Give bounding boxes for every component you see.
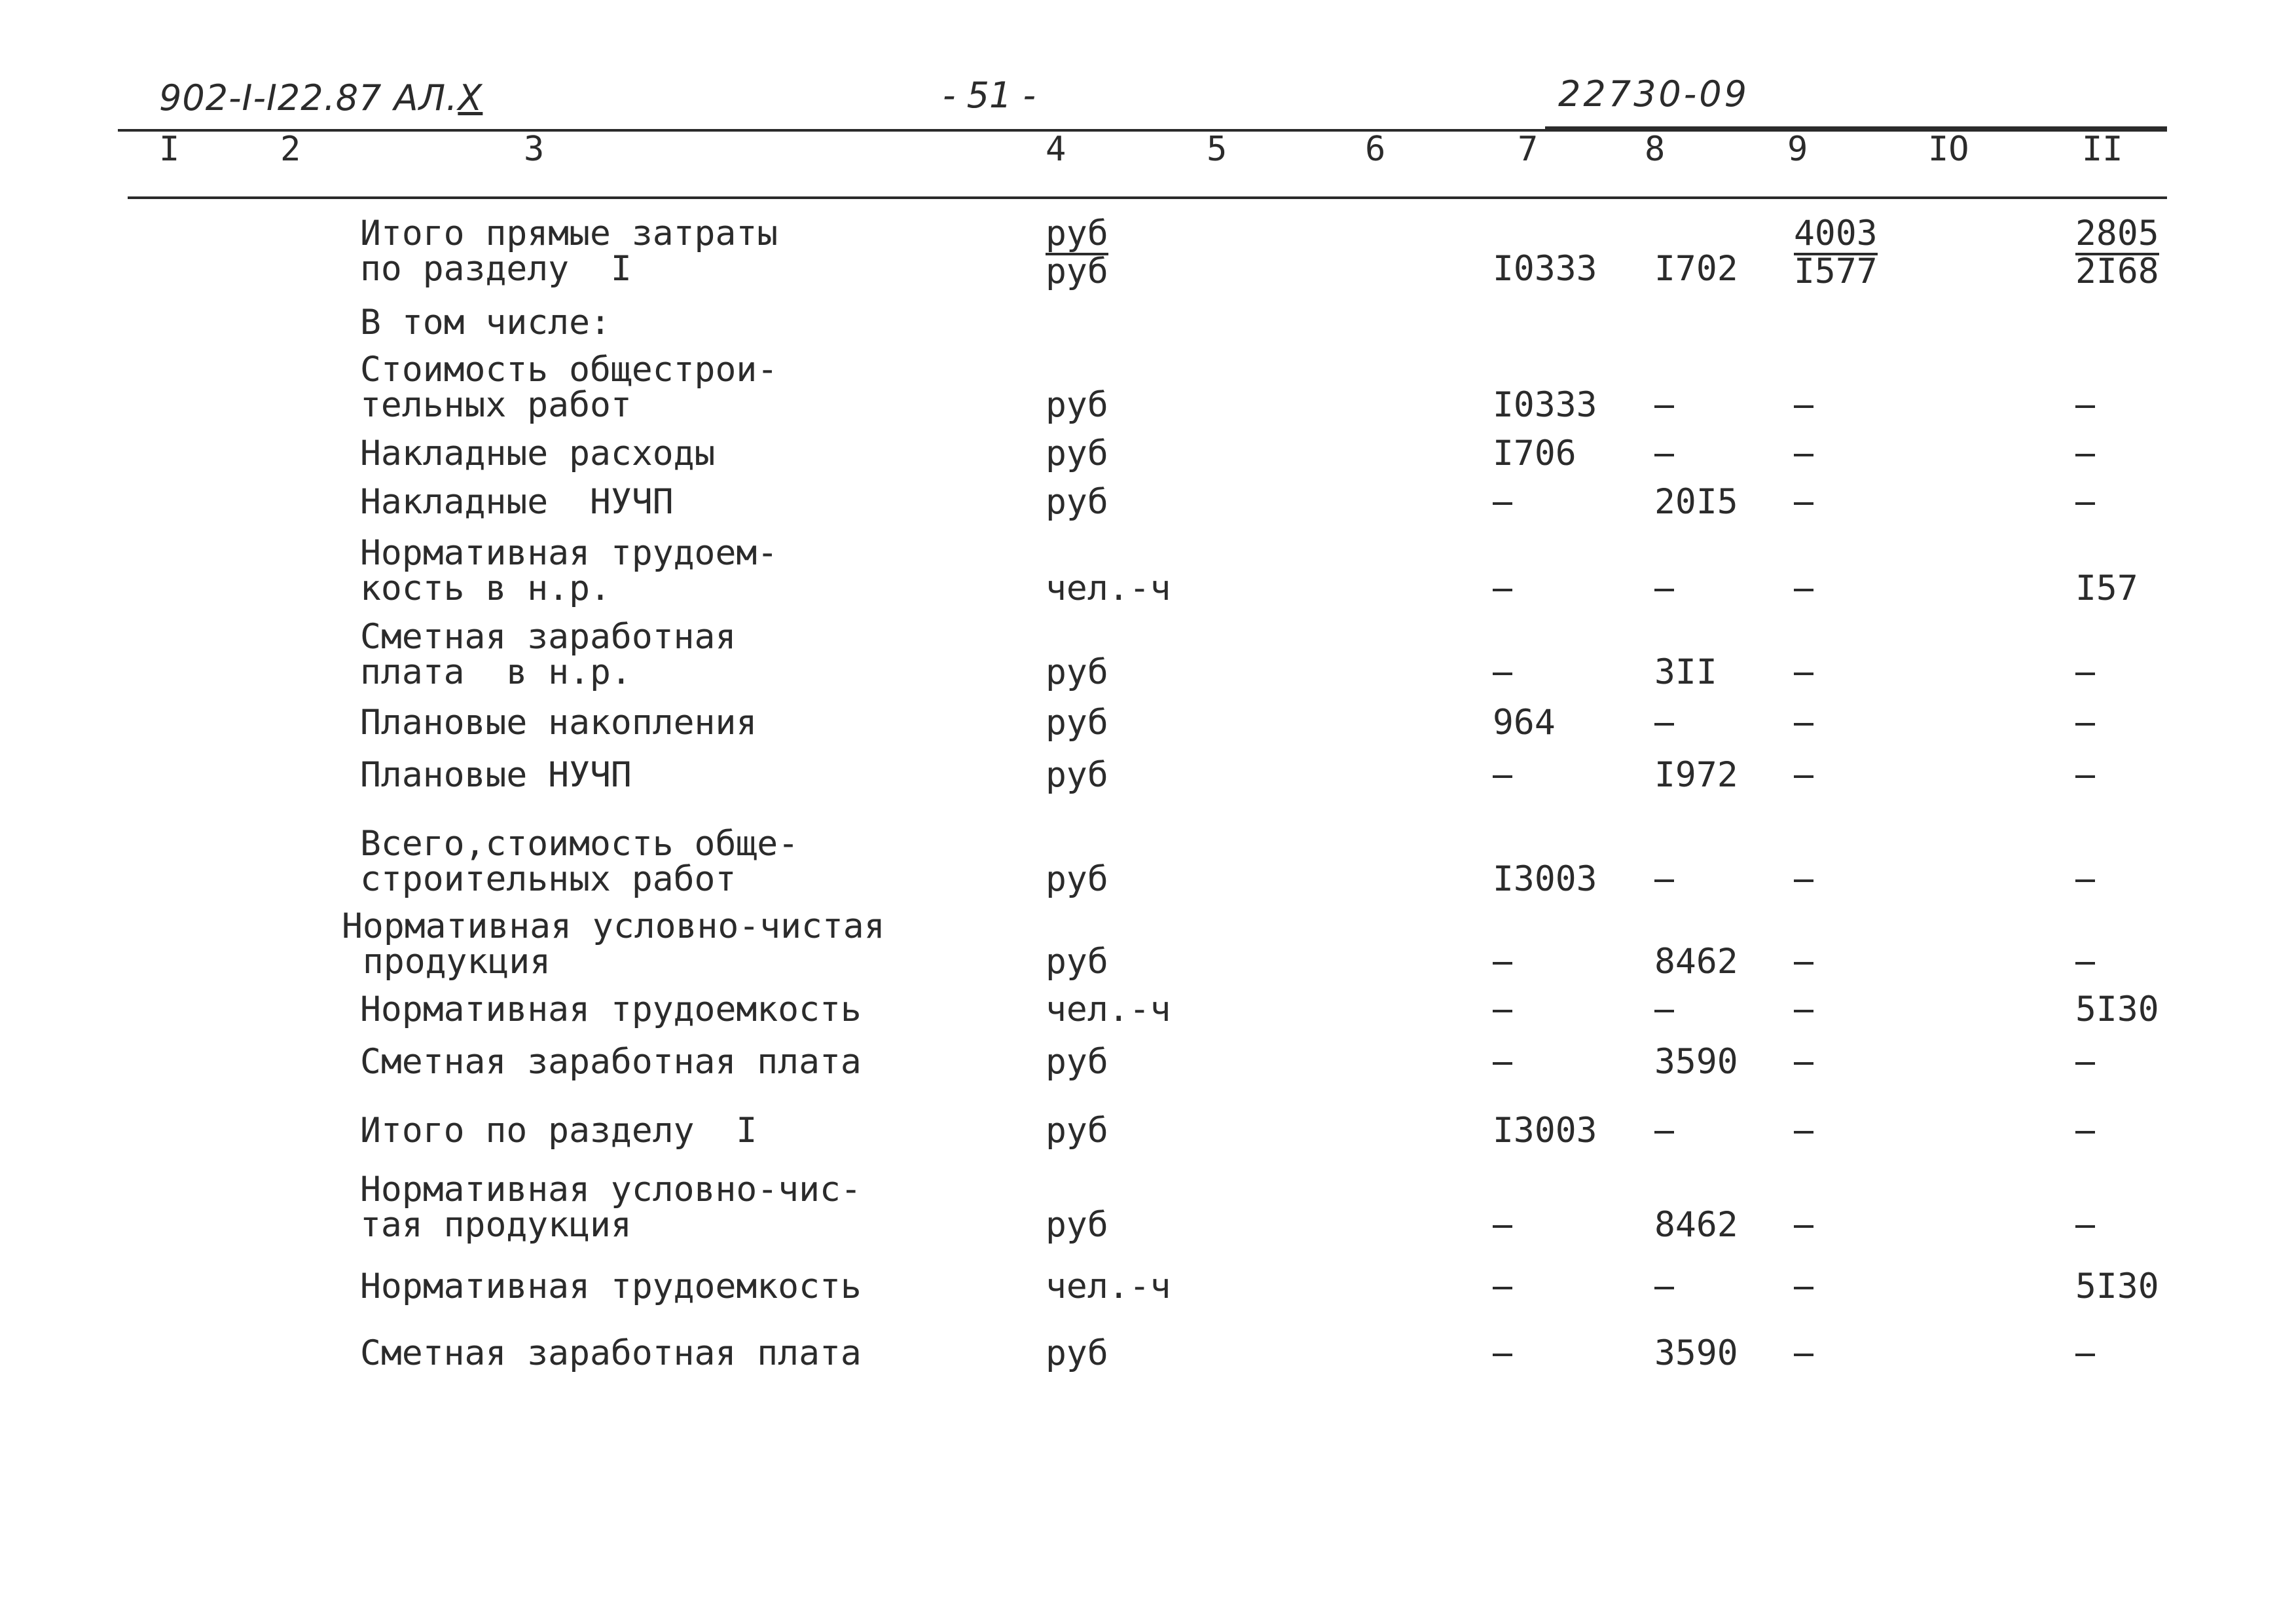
- col7-cell-value: I3003: [1493, 859, 1597, 899]
- row-name: Нормативная трудоемкость: [360, 989, 862, 1029]
- unit-cell: [1046, 859, 1108, 899]
- document-code: 902-I-I22.87 АЛ.X: [159, 77, 483, 119]
- col7-cell: [1493, 1113, 1597, 1149]
- dash-mark: [1794, 502, 1813, 505]
- col8-cell: [1654, 862, 1674, 897]
- col9-cell: [1794, 1113, 1813, 1149]
- col11-cell: [2075, 655, 2095, 690]
- unit-cell: [1046, 482, 1108, 522]
- row-name: Всего,стоимость обще- строительных работ: [360, 824, 799, 899]
- unit-cell: [1046, 705, 1108, 741]
- col8-cell-value: 3590: [1654, 1333, 1738, 1373]
- col8-cell: [1654, 652, 1717, 692]
- col11-cell: [2075, 989, 2159, 1029]
- col11-cell: [2075, 944, 2095, 980]
- dash-mark: [1794, 879, 1813, 882]
- row-name: Накладные расходы: [360, 434, 716, 473]
- unit-cell-value: руб: [1046, 755, 1108, 795]
- col7-cell: [1493, 485, 1512, 520]
- unit-cell: [1046, 385, 1108, 425]
- column-number-2: 2: [280, 130, 301, 169]
- col8-cell: [1654, 482, 1738, 522]
- row-name: Итого по разделу I: [360, 1111, 757, 1151]
- dash-mark: [2075, 673, 2095, 675]
- unit-cell-bottom: [1046, 251, 1108, 291]
- col7-cell: [1493, 1044, 1512, 1080]
- column-number-5: 5: [1207, 130, 1228, 169]
- col7-cell-value: I706: [1493, 434, 1576, 473]
- dash-mark: [1794, 723, 1813, 726]
- unit-cell-value: руб: [1046, 385, 1108, 425]
- col7-cell-value: I3003: [1493, 1111, 1597, 1151]
- header-rule: [118, 129, 2167, 132]
- col11-cell: [2075, 1044, 2095, 1080]
- row-name: Нормативная условно-чистая продукция: [342, 906, 885, 982]
- page-number: - 51 -: [943, 75, 1036, 116]
- unit-cell-value: чел.-ч: [1046, 1266, 1171, 1306]
- unit-cell-bottom-value: руб: [1046, 251, 1108, 291]
- dash-mark: [2075, 879, 2095, 882]
- col9-cell: [1794, 213, 1878, 255]
- col11-cell: [2075, 1113, 2095, 1149]
- col8-cell-value: 3II: [1654, 652, 1717, 692]
- col8-cell-value: I972: [1654, 755, 1738, 795]
- col7-cell: [1493, 992, 1512, 1027]
- dash-mark: [2075, 405, 2095, 408]
- unit-cell: [1046, 755, 1108, 795]
- col9-cell: [1794, 1208, 1813, 1243]
- row-name: Сметная заработная плата: [360, 1333, 862, 1373]
- col11-cell-value: 5I30: [2075, 1266, 2159, 1306]
- dash-mark: [1654, 454, 1674, 456]
- unit-cell-value: руб: [1046, 859, 1108, 899]
- column-number-10: IO: [1928, 130, 1969, 169]
- dash-mark: [1493, 1010, 1512, 1012]
- dash-mark: [1493, 1225, 1512, 1228]
- unit-cell-value: руб: [1046, 942, 1108, 982]
- col7-cell: [1493, 859, 1597, 899]
- dash-mark: [1493, 775, 1512, 778]
- col7-cell: [1493, 571, 1512, 606]
- sheet-code: 22730-09: [1558, 73, 1749, 115]
- col8-cell: [1654, 705, 1674, 741]
- col11-cell: [2075, 1208, 2095, 1243]
- column-number-7: 7: [1518, 130, 1539, 169]
- row-name: Нормативная трудоем- кость в н.р.: [360, 533, 778, 608]
- unit-cell: [1046, 213, 1108, 255]
- col9-cell: [1794, 1269, 1813, 1304]
- col11-cell-value: 2805: [2075, 216, 2159, 255]
- col11-cell: [2075, 485, 2095, 520]
- col7-cell: [1493, 385, 1597, 425]
- col9-cell: [1794, 655, 1813, 690]
- document-code-suffix: X: [458, 77, 483, 119]
- unit-cell-value: руб: [1046, 482, 1108, 522]
- col11-cell-bottom: [2075, 251, 2159, 291]
- col11-cell: [2075, 213, 2159, 255]
- row-name: Нормативная трудоемкость: [360, 1266, 862, 1306]
- dash-mark: [2075, 1225, 2095, 1228]
- dash-mark: [1654, 1010, 1674, 1012]
- dash-mark: [1493, 962, 1512, 965]
- col9-cell: [1794, 1336, 1813, 1371]
- column-number-11: II: [2082, 130, 2123, 169]
- col8-cell: [1654, 1113, 1674, 1149]
- dash-mark: [1794, 1131, 1813, 1134]
- col8-cell: [1654, 436, 1674, 471]
- unit-cell-value: руб: [1046, 216, 1108, 255]
- dash-mark: [2075, 502, 2095, 505]
- col8-cell: [1654, 992, 1674, 1027]
- dash-mark: [1654, 723, 1674, 726]
- col11-cell: [2075, 388, 2095, 423]
- dash-mark: [1493, 1062, 1512, 1065]
- column-number-9: 9: [1787, 130, 1808, 169]
- dash-mark: [1493, 673, 1512, 675]
- unit-cell: [1046, 1113, 1108, 1149]
- unit-cell: [1046, 1044, 1108, 1080]
- col7-cell: [1493, 1208, 1512, 1243]
- col7-cell-value: I0333: [1493, 249, 1597, 289]
- col7-cell: [1493, 1336, 1512, 1371]
- col8-cell-value: 3590: [1654, 1042, 1738, 1082]
- col9-cell: [1794, 1044, 1813, 1080]
- column-number-6: 6: [1365, 130, 1386, 169]
- col9-cell: [1794, 944, 1813, 980]
- row-name: Накладные НУЧП: [360, 482, 674, 522]
- col8-cell-value: 20I5: [1654, 482, 1738, 522]
- col7-cell: [1493, 655, 1512, 690]
- col11-cell-value: I57: [2075, 568, 2138, 608]
- col9-cell-value: 4003: [1794, 216, 1878, 255]
- col8-cell: [1654, 1333, 1738, 1373]
- column-number-3: 3: [524, 130, 545, 169]
- dash-mark: [1794, 1354, 1813, 1356]
- row-name: Итого прямые затраты по разделу I: [360, 213, 778, 289]
- col11-cell: [2075, 436, 2095, 471]
- col11-cell: [2075, 705, 2095, 741]
- col8-cell-value: 8462: [1654, 1205, 1738, 1245]
- col8-cell: [1654, 755, 1738, 795]
- unit-cell: [1046, 944, 1108, 980]
- column-number-1: I: [159, 130, 180, 169]
- col8-cell-value: 8462: [1654, 942, 1738, 982]
- dash-mark: [1493, 1354, 1512, 1356]
- unit-cell-value: чел.-ч: [1046, 568, 1171, 608]
- dash-mark: [1654, 1131, 1674, 1134]
- unit-cell: [1046, 1333, 1108, 1373]
- col9-cell: [1794, 705, 1813, 741]
- dash-mark: [1794, 775, 1813, 778]
- col11-cell: [2075, 758, 2095, 793]
- col8-cell: [1654, 944, 1738, 980]
- col9-cell-bottom: [1794, 251, 1878, 291]
- col7-cell-value: 964: [1493, 703, 1556, 743]
- column-number-8: 8: [1645, 130, 1666, 169]
- col9-cell: [1794, 436, 1813, 471]
- col11-cell-value: 5I30: [2075, 989, 2159, 1029]
- col8-cell-value: I702: [1654, 249, 1738, 289]
- col11-cell: [2075, 862, 2095, 897]
- col9-cell: [1794, 862, 1813, 897]
- col7-cell: [1493, 705, 1556, 741]
- dash-mark: [1654, 879, 1674, 882]
- col8-cell: [1654, 1205, 1738, 1245]
- dash-mark: [1794, 1225, 1813, 1228]
- row-name: Плановые НУЧП: [360, 755, 632, 795]
- dash-mark: [1794, 1010, 1813, 1012]
- table-header-rule: [128, 196, 2167, 199]
- unit-cell-value: руб: [1046, 1333, 1108, 1373]
- col8-cell: [1654, 1044, 1738, 1080]
- dash-mark: [2075, 962, 2095, 965]
- unit-cell-value: руб: [1046, 1205, 1108, 1245]
- dash-mark: [1794, 1287, 1813, 1289]
- unit-cell-value: руб: [1046, 703, 1108, 743]
- unit-cell-value: руб: [1046, 652, 1108, 692]
- dash-mark: [1794, 405, 1813, 408]
- col8-cell: [1654, 251, 1738, 287]
- dash-mark: [2075, 723, 2095, 726]
- col9-cell: [1794, 388, 1813, 423]
- row-name: Сметная заработная плата: [360, 1042, 862, 1082]
- dash-mark: [1493, 502, 1512, 505]
- dash-mark: [1493, 1287, 1512, 1289]
- col9-cell: [1794, 485, 1813, 520]
- dash-mark: [1654, 1287, 1674, 1289]
- unit-cell-value: руб: [1046, 1042, 1108, 1082]
- dash-mark: [2075, 454, 2095, 456]
- unit-cell: [1046, 989, 1171, 1029]
- unit-cell: [1046, 1266, 1171, 1306]
- col11-cell: [2075, 568, 2138, 608]
- dash-mark: [2075, 1131, 2095, 1134]
- col7-cell: [1493, 758, 1512, 793]
- col7-cell: [1493, 1269, 1512, 1304]
- column-number-4: 4: [1046, 130, 1066, 169]
- unit-cell-value: руб: [1046, 1111, 1108, 1151]
- unit-cell: [1046, 568, 1171, 608]
- dash-mark: [1794, 1062, 1813, 1065]
- dash-mark: [1654, 405, 1674, 408]
- col11-cell-bottom-value: 2I68: [2075, 251, 2159, 291]
- col9-cell-bottom-value: I577: [1794, 251, 1878, 291]
- unit-cell-value: чел.-ч: [1046, 989, 1171, 1029]
- row-name: Плановые накопления: [360, 703, 757, 743]
- dash-mark: [1794, 962, 1813, 965]
- col9-cell: [1794, 571, 1813, 606]
- unit-cell: [1046, 1205, 1108, 1245]
- col8-cell: [1654, 571, 1674, 606]
- col8-cell: [1654, 1269, 1674, 1304]
- col11-cell: [2075, 1336, 2095, 1371]
- unit-cell: [1046, 436, 1108, 471]
- dash-mark: [1654, 589, 1674, 591]
- row-name: В том числе:: [360, 303, 611, 342]
- col11-cell: [2075, 1266, 2159, 1306]
- row-name: Нормативная условно-чис- тая продукция: [360, 1170, 862, 1245]
- dash-mark: [1493, 589, 1512, 591]
- col9-cell: [1794, 992, 1813, 1027]
- col9-cell: [1794, 758, 1813, 793]
- dash-mark: [2075, 1062, 2095, 1065]
- unit-cell: [1046, 652, 1108, 692]
- dash-mark: [2075, 1354, 2095, 1356]
- col7-cell: [1493, 436, 1576, 471]
- col7-cell: [1493, 251, 1597, 287]
- col8-cell: [1654, 388, 1674, 423]
- dash-mark: [1794, 589, 1813, 591]
- unit-cell-value: руб: [1046, 434, 1108, 473]
- col7-cell: [1493, 944, 1512, 980]
- row-name: Стоимость общестрои- тельных работ: [360, 350, 778, 425]
- col7-cell-value: I0333: [1493, 385, 1597, 425]
- dash-mark: [1794, 673, 1813, 675]
- dash-mark: [2075, 775, 2095, 778]
- dash-mark: [1794, 454, 1813, 456]
- row-name: Сметная заработная плата в н.р.: [360, 617, 737, 692]
